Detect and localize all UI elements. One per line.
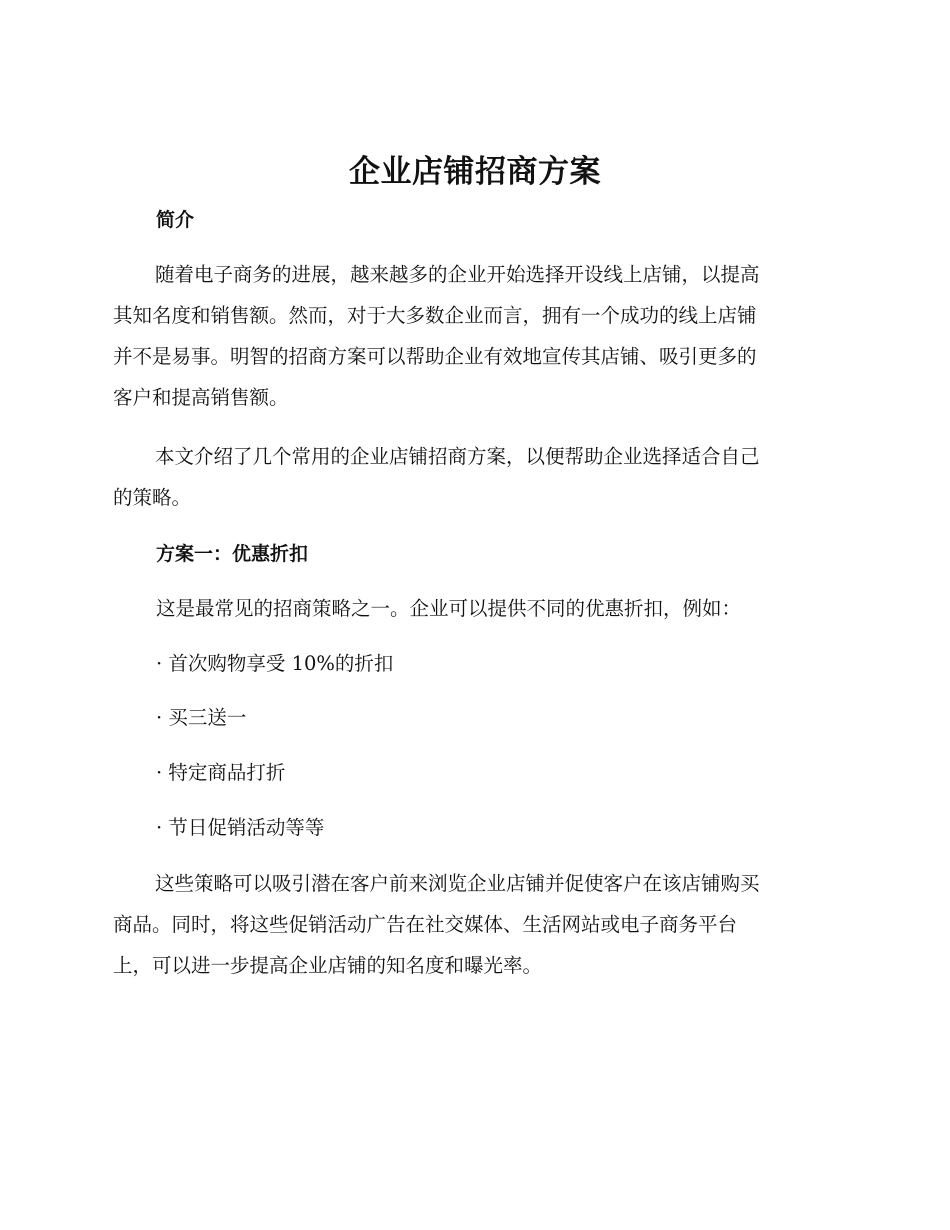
plan1-paragraph-line: 商品。同时，将这些促销活动广告在社交媒体、生活网站或电子商务平台: [113, 913, 738, 936]
plan1-heading: 方案一：优惠折扣: [156, 543, 309, 565]
plan1-bullet-item: · 首次购物享受 10%的折扣: [156, 652, 394, 675]
intro-paragraph-1-line: 客户和提高销售额。: [113, 386, 289, 409]
plan1-paragraph-line: 这些策略可以吸引潜在客户前来浏览企业店铺并促使客户在该店铺购买: [155, 872, 760, 895]
intro-paragraph-1-line: 随着电子商务的进展，越来越多的企业开始选择开设线上店铺，以提高: [155, 263, 760, 286]
plan1-bullet-item: · 买三送一: [156, 706, 247, 729]
intro-paragraph-2-line: 本文介绍了几个常用的企业店铺招商方案，以便帮助企业选择适合自己: [155, 445, 760, 468]
intro-paragraph-2-line: 的策略。: [113, 486, 192, 509]
plan1-bullet-item: · 特定商品打折: [156, 761, 286, 784]
intro-paragraph-1-line: 并不是易事。明智的招商方案可以帮助企业有效地宣传其店铺、吸引更多的: [113, 345, 757, 368]
intro-heading: 简介: [156, 209, 195, 231]
plan1-paragraph-line: 上，可以进一步提高企业店铺的知名度和曝光率。: [113, 954, 543, 977]
plan1-bullet-item: · 节日促销活动等等: [156, 816, 325, 839]
intro-paragraph-2: [113, 436, 829, 518]
plan1-intro: 这是最常见的招商策略之一。企业可以提供不同的优惠折扣，例如：: [156, 597, 742, 620]
intro-paragraph-1: [113, 254, 829, 418]
document-title: 企业店铺招商方案: [349, 154, 601, 190]
intro-paragraph-1-line: 其知名度和销售额。然而，对于大多数企业而言，拥有一个成功的线上店铺: [113, 304, 757, 327]
plan1-paragraph: [113, 863, 829, 986]
